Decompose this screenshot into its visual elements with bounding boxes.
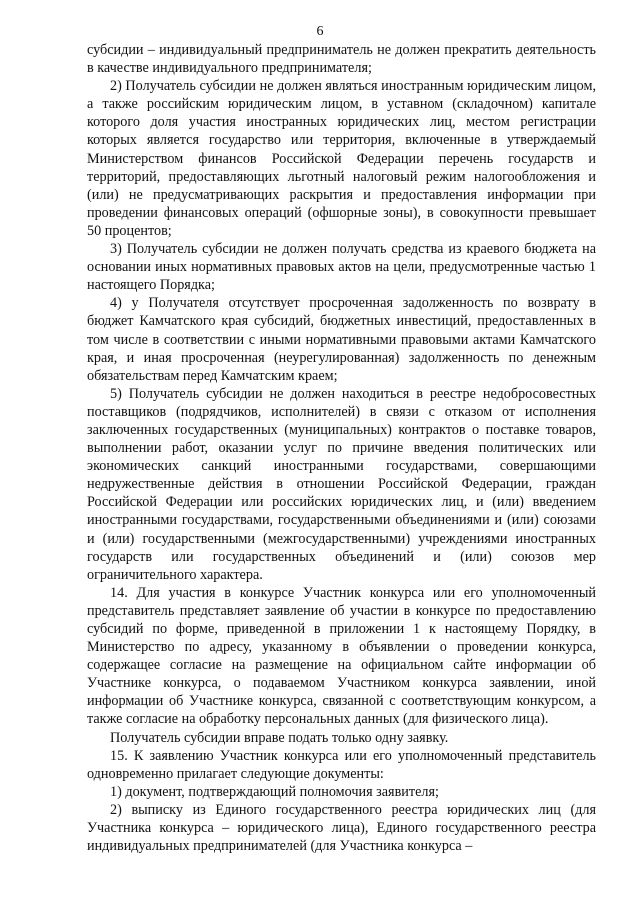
paragraph-clause-14-application: 14. Для участия в конкурсе Участник конкурса или его уполномоченный представитель представляет заявление об участии в конкурсе по предоставлению субсидий по форме, приведенной в приложении 1 к настоящему Порядку, в Министерство по адресу, указанному в объявлении о проведении конкурса, содержащее согласие на размещение на официальном сайте информации об Участнике конкурса, о подаваемом Участником конкурса заявлении, иной информации об Участнике конкурса, связанной с соответствующим конкурсом, а также согласие на обработку персональных данных (для физического лица). xyxy=(87,584,596,728)
page-number: 6 xyxy=(316,24,324,39)
paragraph-item-5-unreliable-suppliers: 5) Получатель субсидии не должен находиться в реестре недобросовестных поставщиков (подрядчиков, исполнителей) в связи с отказом от исполнения заключенных государственных (муниципальных) контрактов о поставке товаров, выполнении работ, оказании услуг по причине введения политических или экономических санкций иностранными государствами, совершающими недружественные действия в отношении Российской Федерации, граждан Российской Федерации или российских юридических лиц, и (или) введением иностранными государствами, государственными объединениями и (или) союзами и (или) государственными (межгосударственными) учреждениями иностранных государств или государственных объединений и (или) союзов мер ограничительного характера. xyxy=(87,385,596,583)
paragraph-item-3-regional-budget: 3) Получатель субсидии не должен получать средства из краевого бюджета на основании иных нормативных правовых актов на цели, предусмотренные частью 1 настоящего Порядка; xyxy=(87,241,596,294)
document-body xyxy=(87,41,596,855)
paragraph-item-4-overdue-debt: 4) у Получателя отсутствует просроченная задолженность по возврату в бюджет Камчатского края субсидий, бюджетных инвестиций, предоставленных в том числе в соответствии с иными нормативными правовыми актами Камчатского края, и иная просроченная (неурегулированная) задолженность по денежным обязательствам перед Камчатским краем; xyxy=(87,295,596,384)
paragraph-doc-2-registry-extract: 2) выписку из Единого государственного реестра юридических лиц (для Участника конкурса – юридического лица), Единого государственного реестра индивидуальных предпринимателей (для Участника конкурса – xyxy=(87,801,596,855)
paragraph-item-2-foreign-entity: 2) Получатель субсидии не должен являться иностранным юридическим лицом, а также российским юридическим лицом, в уставном (складочном) капитале которого доля участия иностранных юридических лиц, местом регистрации которых является государство или территория, включенные в утверждаемый Министерством финансов Российской Федерации перечень государств и территорий, предоставляющих льготный налоговый режим налогообложения и (или) не предусматривающих раскрытия и предоставления информации при проведении финансовых операций (офшорные зоны), в совокупности превышает 50 процентов; xyxy=(87,78,596,239)
paragraph-clause-15-documents: 15. К заявлению Участник конкурса или его уполномоченный представитель одновременно прилагает следующие документы: xyxy=(87,747,596,782)
paragraph-single-application: Получатель субсидии вправе подать только одну заявку. xyxy=(110,729,449,746)
paragraph-subsidy-continuation: субсидии – индивидуальный предприниматель не должен прекратить деятельность в качестве индивидуального предпринимателя; xyxy=(87,42,596,77)
paragraph-doc-1-authority: 1) документ, подтверждающий полномочия заявителя; xyxy=(110,783,439,800)
